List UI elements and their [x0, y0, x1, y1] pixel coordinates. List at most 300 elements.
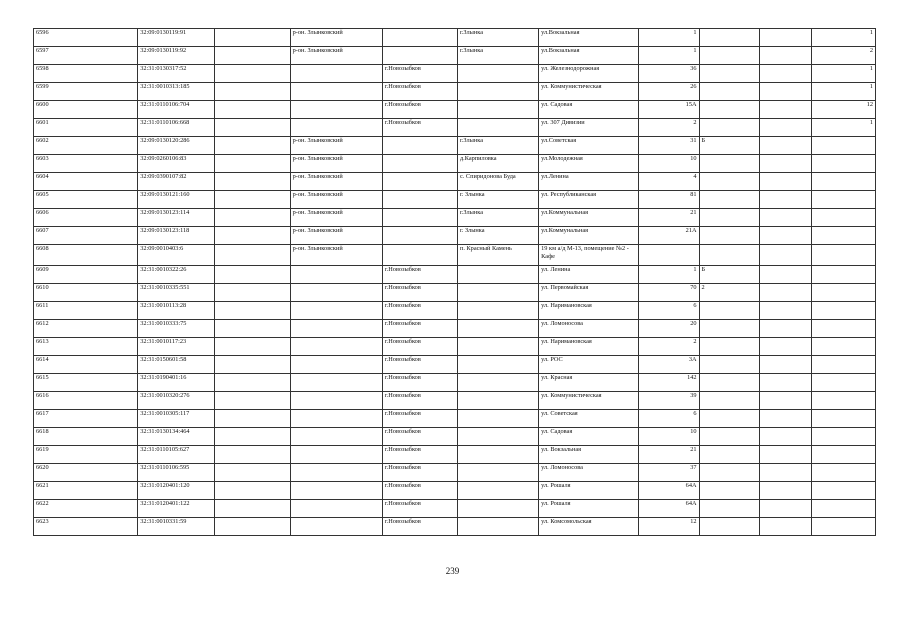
cell-dist: [290, 482, 382, 500]
cell-town: [382, 29, 457, 47]
cell-apt: [811, 482, 875, 500]
cell-vill: [457, 374, 538, 392]
cell-town: г.Новозыбков: [382, 446, 457, 464]
cell-no: 6609: [34, 266, 138, 284]
cell-apt: [811, 302, 875, 320]
cell-no: 6605: [34, 191, 138, 209]
cell-street: ул. Коммунистическая: [539, 83, 639, 101]
table-row: [34, 29, 876, 47]
cell-apt: [811, 173, 875, 191]
cell-korp: [699, 173, 759, 191]
cell-korp: [699, 83, 759, 101]
cell-street: ул. Первомайская: [539, 284, 639, 302]
cell-dist: [290, 119, 382, 137]
cell-c3: [215, 29, 290, 47]
cell-apt: 1: [811, 83, 875, 101]
cell-town: [382, 227, 457, 245]
cell-korp: [699, 29, 759, 47]
cell-apt: [811, 500, 875, 518]
cell-cad: 32:31:0130134:464: [138, 428, 215, 446]
cell-town: г.Новозыбков: [382, 464, 457, 482]
cell-dist: [290, 284, 382, 302]
cell-vill: [457, 518, 538, 536]
cell-korp: [699, 101, 759, 119]
cell-street: ул.Советская: [539, 137, 639, 155]
cell-house: 64А: [639, 482, 699, 500]
cell-c10: [759, 245, 811, 266]
cell-house: 36: [639, 65, 699, 83]
cell-street: ул. Рошаля: [539, 482, 639, 500]
cell-dist: р-он. Злынковский: [290, 137, 382, 155]
cell-town: г.Новозыбков: [382, 410, 457, 428]
cell-c10: [759, 356, 811, 374]
cell-c10: [759, 518, 811, 536]
cell-street: ул. Садовая: [539, 101, 639, 119]
table-row: [34, 518, 876, 536]
cell-street: ул.Молодежная: [539, 155, 639, 173]
cell-c10: [759, 101, 811, 119]
cell-korp: Б: [699, 137, 759, 155]
cell-cad: 32:31:0150601:58: [138, 356, 215, 374]
cell-korp: [699, 209, 759, 227]
table-row: [34, 446, 876, 464]
cell-c10: [759, 500, 811, 518]
table-row: [34, 101, 876, 119]
cell-house: [639, 245, 699, 266]
cell-cad: 32:31:0110106:595: [138, 464, 215, 482]
cell-cad: 32:09:0130119:92: [138, 47, 215, 65]
cell-c3: [215, 266, 290, 284]
table-row: [34, 65, 876, 83]
cell-c10: [759, 29, 811, 47]
cell-town: г.Новозыбков: [382, 338, 457, 356]
cell-c10: [759, 65, 811, 83]
cell-korp: [699, 338, 759, 356]
cell-dist: [290, 101, 382, 119]
cell-korp: [699, 410, 759, 428]
cell-c3: [215, 209, 290, 227]
cell-c10: [759, 191, 811, 209]
cell-c10: [759, 47, 811, 65]
cell-house: 1: [639, 47, 699, 65]
cell-no: 6622: [34, 500, 138, 518]
cell-dist: [290, 83, 382, 101]
cell-c3: [215, 410, 290, 428]
cell-korp: [699, 356, 759, 374]
table-row: [34, 374, 876, 392]
table-row: [34, 227, 876, 245]
cell-dist: р-он. Злынковский: [290, 209, 382, 227]
cell-vill: [457, 428, 538, 446]
cell-apt: [811, 191, 875, 209]
cell-cad: 32:31:0010322:26: [138, 266, 215, 284]
cell-town: г.Новозыбков: [382, 101, 457, 119]
cell-cad: 32:31:0120401:122: [138, 500, 215, 518]
cell-c3: [215, 482, 290, 500]
cell-c3: [215, 83, 290, 101]
cell-house: 26: [639, 83, 699, 101]
cell-cad: 32:31:0110105:627: [138, 446, 215, 464]
cell-dist: р-он. Злынковский: [290, 191, 382, 209]
table-row: [34, 137, 876, 155]
cell-dist: р-он. Злынковский: [290, 245, 382, 266]
cell-vill: [457, 101, 538, 119]
cell-korp: [699, 245, 759, 266]
cell-house: 20: [639, 320, 699, 338]
cell-c10: [759, 374, 811, 392]
cell-c10: [759, 482, 811, 500]
cell-apt: [811, 464, 875, 482]
cell-apt: [811, 356, 875, 374]
cell-no: 6596: [34, 29, 138, 47]
cell-street: ул.Коммунальная: [539, 227, 639, 245]
cell-vill: г. Злынка: [457, 191, 538, 209]
cell-no: 6598: [34, 65, 138, 83]
cell-c3: [215, 191, 290, 209]
cell-dist: [290, 446, 382, 464]
cell-c3: [215, 284, 290, 302]
cell-house: 3А: [639, 356, 699, 374]
cell-house: 142: [639, 374, 699, 392]
cell-no: 6613: [34, 338, 138, 356]
cell-no: 6600: [34, 101, 138, 119]
cell-korp: [699, 482, 759, 500]
cell-vill: [457, 482, 538, 500]
cell-street: ул. Садовая: [539, 428, 639, 446]
cell-town: г.Новозыбков: [382, 392, 457, 410]
cell-no: 6604: [34, 173, 138, 191]
cell-c10: [759, 155, 811, 173]
cell-town: г.Новозыбков: [382, 428, 457, 446]
cell-korp: [699, 374, 759, 392]
cell-apt: 1: [811, 65, 875, 83]
cell-dist: р-он. Злынковский: [290, 173, 382, 191]
cell-house: 2: [639, 119, 699, 137]
cell-cad: 32:31:0010333:75: [138, 320, 215, 338]
cell-korp: [699, 464, 759, 482]
cell-cad: 32:09:0390107:82: [138, 173, 215, 191]
cell-vill: г.Злынка: [457, 29, 538, 47]
cell-no: 6623: [34, 518, 138, 536]
cell-town: г.Новозыбков: [382, 356, 457, 374]
cell-town: г.Новозыбков: [382, 482, 457, 500]
cell-street: ул. РОС: [539, 356, 639, 374]
cell-house: 81: [639, 191, 699, 209]
cell-no: 6610: [34, 284, 138, 302]
cell-street: ул. Наримановская: [539, 338, 639, 356]
cell-no: 6607: [34, 227, 138, 245]
cell-town: г.Новозыбков: [382, 83, 457, 101]
table-row: [34, 356, 876, 374]
cell-house: 4: [639, 173, 699, 191]
cell-apt: [811, 227, 875, 245]
cell-town: [382, 47, 457, 65]
table-row: [34, 119, 876, 137]
cell-house: 37: [639, 464, 699, 482]
cell-house: 12: [639, 518, 699, 536]
cell-c3: [215, 392, 290, 410]
cell-no: 6614: [34, 356, 138, 374]
cell-apt: [811, 446, 875, 464]
table-row: [34, 428, 876, 446]
cell-no: 6618: [34, 428, 138, 446]
cell-no: 6597: [34, 47, 138, 65]
cell-korp: [699, 302, 759, 320]
cell-c3: [215, 320, 290, 338]
cell-apt: [811, 374, 875, 392]
cell-town: г.Новозыбков: [382, 119, 457, 137]
cell-apt: [811, 392, 875, 410]
cell-street: ул. Комсомольская: [539, 518, 639, 536]
cell-c10: [759, 428, 811, 446]
cell-c3: [215, 101, 290, 119]
cell-c10: [759, 464, 811, 482]
cell-dist: [290, 356, 382, 374]
cell-vill: [457, 119, 538, 137]
cell-vill: [457, 500, 538, 518]
cell-korp: [699, 47, 759, 65]
table-row: [34, 155, 876, 173]
cell-vill: [457, 302, 538, 320]
cell-street: ул. Ленина: [539, 266, 639, 284]
cell-street: ул. Железнодорожная: [539, 65, 639, 83]
cell-cad: 32:09:0010403:6: [138, 245, 215, 266]
cell-cad: 32:31:0010305:117: [138, 410, 215, 428]
table-row: [34, 500, 876, 518]
cell-korp: [699, 518, 759, 536]
cell-no: 6601: [34, 119, 138, 137]
cell-cad: 32:09:0130120:286: [138, 137, 215, 155]
cell-dist: [290, 428, 382, 446]
cell-town: [382, 155, 457, 173]
cell-house: 39: [639, 392, 699, 410]
cell-vill: [457, 266, 538, 284]
cell-vill: г. Злынка: [457, 227, 538, 245]
cell-street: ул. Вокзальная: [539, 446, 639, 464]
cell-korp: [699, 227, 759, 245]
cell-cad: 32:31:0110106:668: [138, 119, 215, 137]
cell-cad: 32:09:0130119:91: [138, 29, 215, 47]
cell-no: 6611: [34, 302, 138, 320]
cell-c3: [215, 500, 290, 518]
cell-c3: [215, 428, 290, 446]
cell-street: ул.Ленина: [539, 173, 639, 191]
table-row: [34, 83, 876, 101]
cell-vill: [457, 410, 538, 428]
table-row: [34, 209, 876, 227]
cell-apt: 12: [811, 101, 875, 119]
cell-no: 6619: [34, 446, 138, 464]
cell-c3: [215, 338, 290, 356]
cell-street: ул. 307 Дивизии: [539, 119, 639, 137]
cell-dist: [290, 518, 382, 536]
cell-house: 21: [639, 209, 699, 227]
cell-cad: 32:31:0110106:704: [138, 101, 215, 119]
cell-vill: [457, 446, 538, 464]
cell-town: г.Новозыбков: [382, 500, 457, 518]
cell-cad: 32:09:0130121:160: [138, 191, 215, 209]
cell-c10: [759, 227, 811, 245]
cell-c3: [215, 518, 290, 536]
cell-vill: [457, 65, 538, 83]
cell-street: ул. Красная: [539, 374, 639, 392]
cell-korp: [699, 446, 759, 464]
cell-dist: [290, 392, 382, 410]
cell-vill: [457, 392, 538, 410]
cell-apt: 1: [811, 119, 875, 137]
cell-apt: 1: [811, 29, 875, 47]
cell-c3: [215, 47, 290, 65]
cell-dist: [290, 266, 382, 284]
table-row: [34, 464, 876, 482]
cell-korp: [699, 500, 759, 518]
cell-korp: [699, 320, 759, 338]
table-row: [34, 302, 876, 320]
cell-town: г.Новозыбков: [382, 374, 457, 392]
cell-no: 6617: [34, 410, 138, 428]
cell-no: 6608: [34, 245, 138, 266]
cell-korp: 2: [699, 284, 759, 302]
cell-street: ул. Коммунистическая: [539, 392, 639, 410]
cell-no: 6621: [34, 482, 138, 500]
cell-korp: Б: [699, 266, 759, 284]
cell-apt: [811, 518, 875, 536]
cell-vill: [457, 320, 538, 338]
cell-c3: [215, 245, 290, 266]
cell-dist: [290, 65, 382, 83]
cell-street: ул.Вокзальная: [539, 47, 639, 65]
cell-house: 1: [639, 29, 699, 47]
cell-vill: г.Злынка: [457, 137, 538, 155]
cell-cad: 32:31:0010335:551: [138, 284, 215, 302]
cell-no: 6615: [34, 374, 138, 392]
cell-korp: [699, 428, 759, 446]
cell-c3: [215, 155, 290, 173]
cell-cad: 32:31:0130317:52: [138, 65, 215, 83]
cell-vill: с. Спиридонова Буда: [457, 173, 538, 191]
cell-vill: г.Злынка: [457, 209, 538, 227]
cell-street: ул. Рошаля: [539, 500, 639, 518]
cell-apt: [811, 284, 875, 302]
cell-house: 64А: [639, 500, 699, 518]
cell-dist: р-он. Злынковский: [290, 227, 382, 245]
cell-c3: [215, 446, 290, 464]
cell-dist: [290, 374, 382, 392]
table-row: [34, 284, 876, 302]
table-row: [34, 47, 876, 65]
cell-street: ул. Советская: [539, 410, 639, 428]
cell-house: 10: [639, 155, 699, 173]
cell-dist: р-он. Злынковский: [290, 155, 382, 173]
cell-c10: [759, 83, 811, 101]
cell-town: [382, 137, 457, 155]
cell-korp: [699, 119, 759, 137]
cell-house: 6: [639, 302, 699, 320]
cell-c3: [215, 173, 290, 191]
cell-street: ул. Ломоносова: [539, 320, 639, 338]
cell-cad: 32:31:0120401:120: [138, 482, 215, 500]
cell-c10: [759, 119, 811, 137]
table-row: [34, 482, 876, 500]
cell-c10: [759, 209, 811, 227]
cell-no: 6620: [34, 464, 138, 482]
cell-apt: [811, 137, 875, 155]
cell-korp: [699, 191, 759, 209]
cell-no: 6603: [34, 155, 138, 173]
cell-c10: [759, 410, 811, 428]
cell-cad: 32:31:0010117:23: [138, 338, 215, 356]
table-row: [34, 173, 876, 191]
cell-c10: [759, 392, 811, 410]
cell-town: [382, 191, 457, 209]
cell-town: [382, 245, 457, 266]
cell-no: 6599: [34, 83, 138, 101]
cell-town: г.Новозыбков: [382, 320, 457, 338]
cell-town: г.Новозыбков: [382, 266, 457, 284]
cell-c3: [215, 302, 290, 320]
table-row: [34, 191, 876, 209]
cell-c3: [215, 137, 290, 155]
cell-street: ул. Ломоносова: [539, 464, 639, 482]
cell-korp: [699, 155, 759, 173]
cell-house: 6: [639, 410, 699, 428]
cell-dist: [290, 464, 382, 482]
cell-house: 70: [639, 284, 699, 302]
cell-cad: 32:09:0260106:83: [138, 155, 215, 173]
cell-house: 21: [639, 446, 699, 464]
cell-vill: [457, 83, 538, 101]
cell-town: г.Новозыбков: [382, 284, 457, 302]
cell-no: 6616: [34, 392, 138, 410]
cell-street: ул.Коммунальная: [539, 209, 639, 227]
cell-apt: [811, 209, 875, 227]
cell-c3: [215, 374, 290, 392]
cell-dist: [290, 302, 382, 320]
cell-vill: п. Красный Камень: [457, 245, 538, 266]
table-row: [34, 410, 876, 428]
cell-cad: 32:31:0010313:185: [138, 83, 215, 101]
cell-apt: 2: [811, 47, 875, 65]
cell-korp: [699, 65, 759, 83]
cell-house: 10: [639, 428, 699, 446]
table-row: [34, 245, 876, 266]
table-row: [34, 338, 876, 356]
cell-cad: 32:31:0010113:28: [138, 302, 215, 320]
cell-town: [382, 209, 457, 227]
cell-c10: [759, 137, 811, 155]
cell-apt: [811, 155, 875, 173]
cell-vill: [457, 338, 538, 356]
table-row: [34, 320, 876, 338]
cell-apt: [811, 410, 875, 428]
cell-c10: [759, 302, 811, 320]
cell-dist: [290, 500, 382, 518]
cell-no: 6602: [34, 137, 138, 155]
cell-c10: [759, 266, 811, 284]
cell-dist: [290, 410, 382, 428]
cell-town: [382, 173, 457, 191]
cell-c10: [759, 173, 811, 191]
cell-town: г.Новозыбков: [382, 518, 457, 536]
cell-street: ул. Республиканская: [539, 191, 639, 209]
cell-cad: 32:31:0010320:276: [138, 392, 215, 410]
table-row: [34, 392, 876, 410]
cell-c3: [215, 119, 290, 137]
cell-street: ул.Вокзальная: [539, 29, 639, 47]
cell-c10: [759, 284, 811, 302]
cell-street: 19 км а/д М-13, помещение №2 - Кафе: [539, 245, 639, 266]
cell-cad: 32:31:0010331:59: [138, 518, 215, 536]
